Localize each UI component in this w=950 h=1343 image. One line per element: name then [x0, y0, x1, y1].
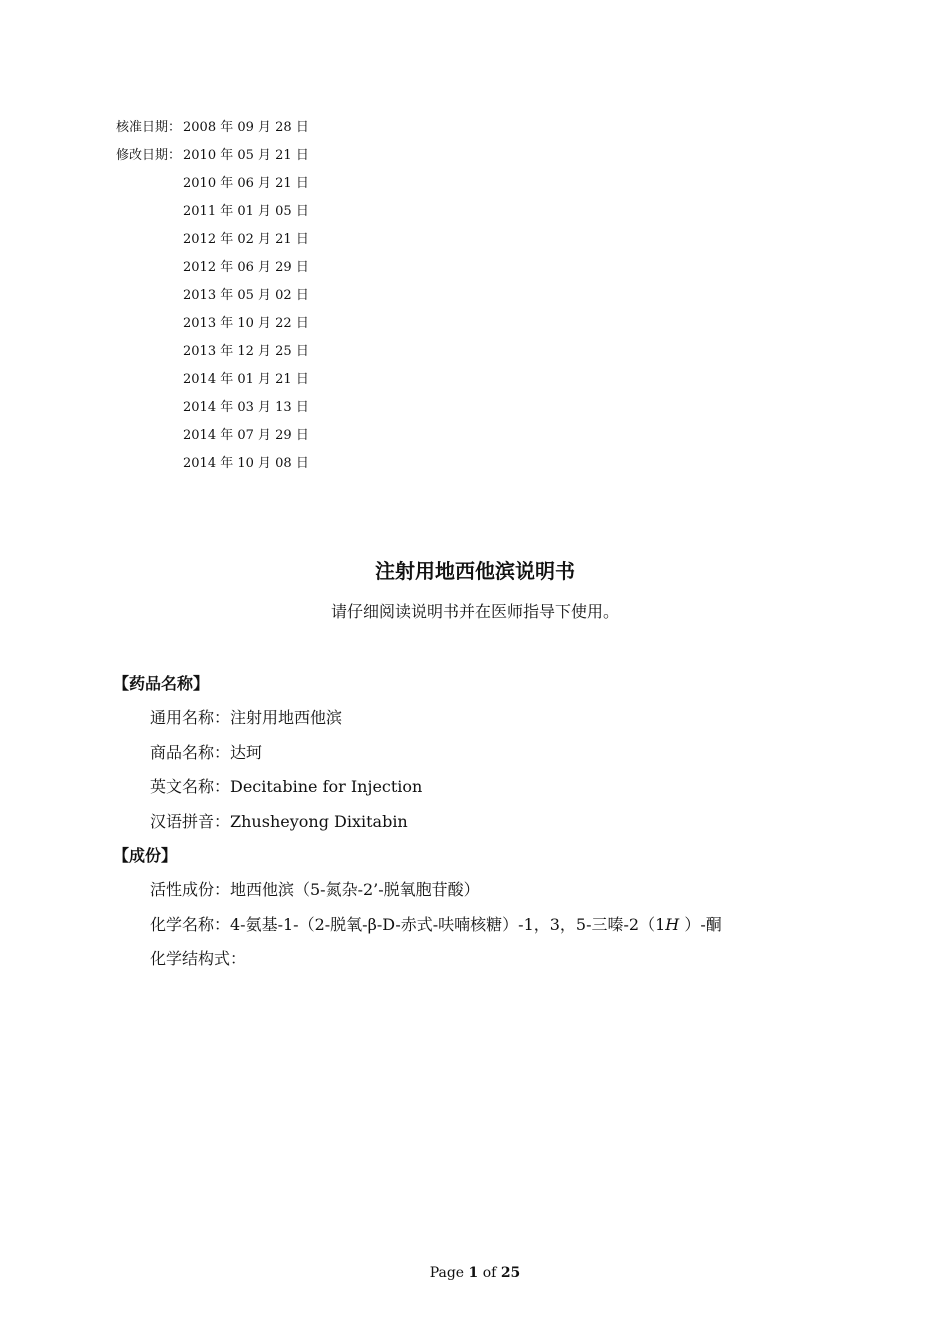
- revision-date-row: [116, 198, 309, 226]
- revision-date-row: [116, 422, 309, 450]
- revision-date: 2012 年 06 月 29 日: [183, 260, 309, 275]
- chemical-name-italic: H: [665, 914, 680, 934]
- revision-date: 2011 年 01 月 05 日: [183, 204, 309, 219]
- revision-date-row: [116, 450, 309, 478]
- document-subtitle: 请仔细阅读说明书并在医师指导下使用。: [330, 602, 619, 621]
- of-word: of: [482, 1265, 497, 1281]
- revision-date-row: [116, 170, 309, 198]
- date-block: [116, 114, 309, 478]
- approval-date-row: [116, 114, 309, 142]
- english-name: 英文名称：Decitabine for Injection: [150, 777, 423, 796]
- revision-date: 2014 年 10 月 08 日: [183, 456, 309, 471]
- revision-date-row: [116, 338, 309, 366]
- trade-name: 商品名称：达珂: [150, 742, 263, 762]
- revision-date: 2014 年 07 月 29 日: [183, 428, 309, 443]
- document-title: 注射用地西他滨说明书: [375, 559, 575, 583]
- page-number: 1: [468, 1265, 479, 1281]
- revision-date: 2012 年 02 月 21 日: [183, 232, 309, 247]
- page-word: Page: [429, 1265, 465, 1281]
- active-ingredient: 活性成份：地西他滨（5-氮杂-2’-脱氧胞苷酸）: [150, 880, 480, 899]
- page-total: 25: [500, 1265, 521, 1281]
- revision-date: 2014 年 03 月 13 日: [183, 400, 309, 415]
- page-footer: [0, 1265, 950, 1281]
- chemical-structure-label: 化学结构式：: [150, 949, 247, 968]
- generic-name: 通用名称：注射用地西他滨: [150, 708, 343, 727]
- section-heading-drug-name: 【药品名称】: [113, 674, 210, 693]
- revision-date-row: [116, 226, 309, 254]
- pinyin-name: 汉语拼音：Zhusheyong Dixitabin: [150, 811, 408, 831]
- chemical-name-text: 化学名称：4-氨基-1-（2-脱氧-β-D-赤式-呋喃核糖）-1，3，5-三嗪-2（1: [150, 914, 666, 934]
- revision-date: 2013 年 10 月 22 日: [183, 316, 309, 331]
- revision-date-row: [116, 254, 309, 282]
- revision-date: 2010 年 05 月 21 日: [183, 148, 309, 163]
- revision-date-row: [116, 394, 309, 422]
- revision-date-row: [116, 142, 309, 170]
- chemical-name: [113, 911, 873, 946]
- approval-date: 2008 年 09 月 28 日: [183, 120, 309, 135]
- revision-date: 2013 年 05 月 02 日: [183, 288, 309, 303]
- revision-date: 2014 年 01 月 21 日: [183, 372, 309, 387]
- document-body: [113, 670, 873, 980]
- revision-date-label: 修改日期：: [116, 148, 182, 163]
- revision-date-row: [116, 310, 309, 338]
- revision-date: 2013 年 12 月 25 日: [183, 344, 309, 359]
- section-heading-composition: 【成份】: [113, 846, 178, 865]
- approval-date-label: 核准日期：: [116, 120, 182, 135]
- revision-date-row: [116, 366, 309, 394]
- chemical-name-suffix: ）-酮: [679, 914, 722, 934]
- revision-date-row: [116, 282, 309, 310]
- revision-date: 2010 年 06 月 21 日: [183, 176, 309, 191]
